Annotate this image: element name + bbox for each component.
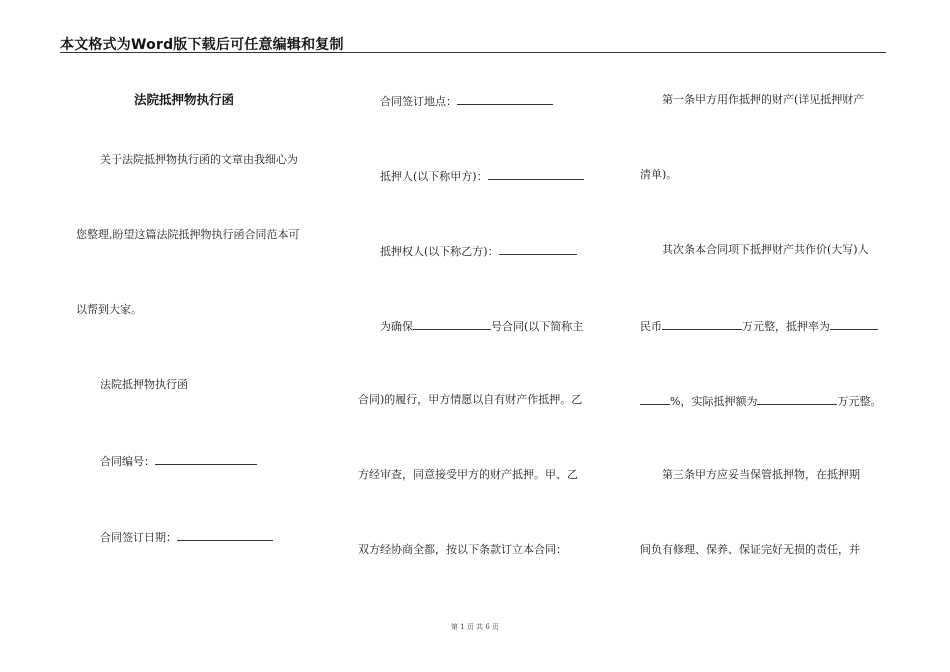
paragraph-1-suffix: 号合同(以下简称主 — [491, 320, 584, 333]
paragraph-line-1 — [380, 319, 583, 332]
sign-place-blank — [457, 94, 553, 105]
article-2-line-1: 其次条本合同项下抵押财产共作价(大写)人 — [662, 243, 869, 256]
sign-place-label: 合同签订地点： — [380, 95, 457, 108]
paragraph-1-prefix: 为确保 — [380, 320, 413, 333]
main-contract-number-blank — [413, 319, 491, 330]
mortgagee-label: 抵押权人(以下称乙方)： — [380, 245, 499, 258]
rmb-label: 民币 — [640, 320, 662, 333]
intro-line-3: 以帮到大家。 — [76, 303, 142, 316]
page-number: 第 1 页 共 6 页 — [450, 623, 500, 631]
article-3-line-2: 间负有修理、保养、保证完好无损的责任，并 — [640, 543, 860, 556]
actual-amount-suffix: 万元整。 — [837, 395, 882, 408]
mortgagee-row — [380, 244, 577, 257]
contract-number-label: 合同编号： — [100, 455, 155, 468]
article-3-line-1: 第三条甲方应妥当保管抵押物，在抵押期 — [662, 468, 860, 481]
paragraph-line-2: 合同)的履行，甲方情愿以自有财产作抵押。乙 — [358, 393, 583, 406]
valuation-amount-blank — [662, 319, 742, 330]
intro-line-1: 关于法院抵押物执行函的文章由我细心为 — [100, 153, 298, 166]
contract-number-row — [100, 454, 257, 467]
paragraph-line-4: 双方经协商全都，按以下条款订立本合同： — [358, 543, 567, 556]
actual-amount-label: %，实际抵押额为 — [670, 395, 758, 408]
mortgage-rate-blank — [830, 319, 878, 330]
contract-number-blank — [155, 454, 257, 465]
article-1-line-1: 第一条甲方用作抵押的财产(详见抵押财产 — [662, 93, 865, 106]
download-banner-title: 本文格式为Word版下载后可任意编辑和复制 — [60, 37, 344, 53]
sign-place-row — [380, 94, 553, 107]
paragraph-line-3: 方经审查，同意接受甲方的财产抵押。甲、乙 — [358, 468, 578, 481]
mortgagee-blank — [499, 244, 577, 255]
mortgage-rate-label: 万元整，抵押率为 — [742, 320, 830, 333]
sign-date-label: 合同签订日期： — [100, 531, 177, 544]
article-1-line-2: 清单)。 — [640, 168, 678, 181]
header-divider — [60, 52, 886, 53]
sign-date-row — [100, 530, 273, 543]
document-title: 法院抵押物执行函 — [134, 92, 235, 107]
sign-date-blank — [177, 530, 273, 541]
mortgagor-blank — [488, 169, 584, 180]
mortgagor-row — [380, 169, 584, 182]
mortgagor-label: 抵押人(以下称甲方)： — [380, 170, 488, 183]
article-2-line-2 — [640, 319, 878, 332]
section-heading: 法院抵押物执行函 — [100, 378, 188, 391]
rate-percent-blank — [640, 394, 670, 405]
intro-line-2: 您整理,盼望这篇法院抵押物执行函合同范本可 — [76, 228, 300, 241]
article-2-line-3 — [640, 394, 881, 407]
actual-amount-blank — [757, 394, 837, 405]
